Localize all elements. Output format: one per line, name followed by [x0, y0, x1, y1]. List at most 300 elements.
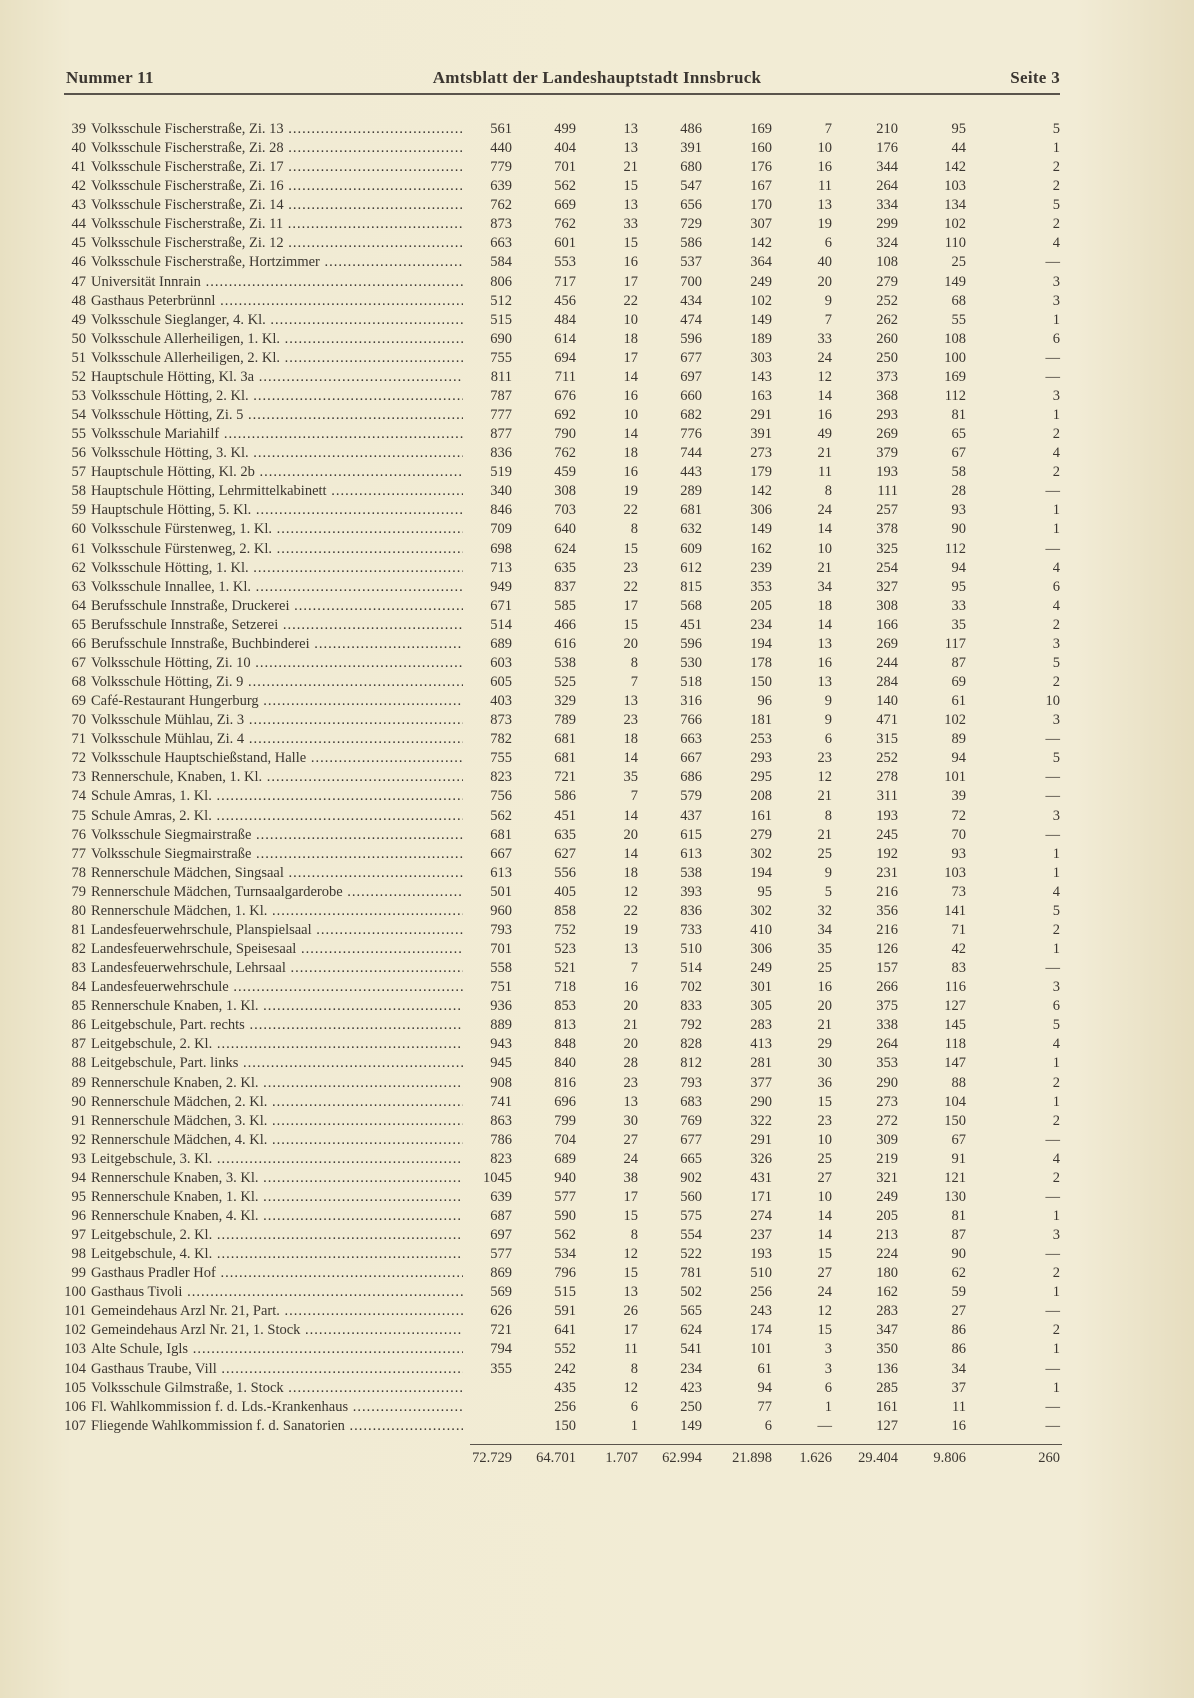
value-cell: 23: [623, 559, 638, 576]
value-cell: 180: [876, 1265, 898, 1282]
value-cell: 19: [817, 216, 832, 233]
value-cell: 790: [554, 426, 576, 443]
value-cell: 245: [876, 826, 898, 843]
value-cell: 34: [951, 1360, 966, 1377]
value-cell: 846: [490, 502, 512, 519]
value-cell: 350: [876, 1341, 898, 1358]
value-cell: 789: [554, 712, 576, 729]
table-row: [0, 1398, 1194, 1417]
value-cell: 12: [817, 368, 832, 385]
value-cell: 279: [750, 826, 772, 843]
value-cell: 234: [680, 1360, 702, 1377]
value-cell: 823: [490, 769, 512, 786]
value-cell: 161: [876, 1398, 898, 1415]
table-row: [0, 978, 1194, 997]
table-row: [0, 597, 1194, 616]
total-cell: 1.707: [605, 1450, 638, 1466]
value-cell: 108: [876, 254, 898, 271]
value-cell: 769: [680, 1112, 702, 1129]
table-row: [0, 520, 1194, 539]
value-cell: 626: [490, 1303, 512, 1320]
value-cell: 690: [490, 330, 512, 347]
value-cell: 23: [623, 1074, 638, 1091]
value-cell: 616: [554, 635, 576, 652]
polling-station-name: Volksschule Fischerstraße, Zi. 17 .....: [91, 158, 463, 177]
value-cell: 264: [876, 178, 898, 195]
value-cell: 21: [623, 1017, 638, 1034]
value-cell: 353: [876, 1055, 898, 1072]
polling-station-number: 58: [71, 483, 86, 500]
value-cell: 562: [554, 1227, 576, 1244]
value-cell: —: [817, 1417, 832, 1434]
value-cell: 671: [490, 597, 512, 614]
value-cell: 252: [876, 750, 898, 767]
table-row: [0, 1302, 1194, 1321]
value-cell: 575: [680, 1207, 702, 1224]
polling-station-number: 96: [71, 1207, 86, 1224]
value-cell: 696: [554, 1093, 576, 1110]
value-cell: 703: [554, 502, 576, 519]
polling-station-number: 52: [71, 368, 86, 385]
polling-station-name: Landesfeuerwehrschule, Speisesaal .....: [91, 940, 463, 959]
value-cell: 4: [1052, 445, 1060, 462]
value-cell: 514: [490, 616, 512, 633]
value-cell: 264: [876, 1036, 898, 1053]
value-cell: 677: [680, 349, 702, 366]
value-cell: 752: [554, 921, 576, 938]
value-cell: 285: [876, 1379, 898, 1396]
value-cell: 111: [877, 483, 898, 500]
value-cell: 260: [876, 330, 898, 347]
value-cell: 269: [876, 635, 898, 652]
value-cell: 721: [554, 769, 576, 786]
value-cell: 174: [750, 1322, 772, 1339]
value-cell: 307: [750, 216, 772, 233]
polling-station-number: 94: [71, 1169, 86, 1186]
value-cell: 256: [750, 1284, 772, 1301]
value-cell: 16: [623, 464, 638, 481]
value-cell: 702: [680, 979, 702, 996]
value-cell: 2: [1052, 1169, 1060, 1186]
value-cell: 848: [554, 1036, 576, 1053]
polling-station-name: Gasthaus Tivoli .....: [91, 1283, 463, 1302]
polling-station-name: Hauptschule Hötting, Lehrmittelkabinett .....: [91, 482, 463, 501]
polling-station-name: Leitgebschule, Part. rechts .....: [91, 1016, 463, 1035]
value-cell: 12: [623, 1246, 638, 1263]
value-cell: 58: [951, 464, 966, 481]
value-cell: 315: [876, 731, 898, 748]
polling-station-number: 81: [71, 921, 86, 938]
value-cell: 65: [951, 426, 966, 443]
issue-number: Nummer 11: [66, 68, 154, 87]
value-cell: 162: [876, 1284, 898, 1301]
value-cell: 4: [1052, 1150, 1060, 1167]
value-cell: 24: [623, 1150, 638, 1167]
polling-station-number: 88: [71, 1055, 86, 1072]
table-row: [0, 1150, 1194, 1169]
table-row: [0, 482, 1194, 501]
polling-station-number: 50: [71, 330, 86, 347]
value-cell: 519: [490, 464, 512, 481]
polling-station-name: Landesfeuerwehrschule .....: [91, 978, 463, 997]
value-cell: 17: [623, 597, 638, 614]
value-cell: 940: [554, 1169, 576, 1186]
polling-station-name: Café-Restaurant Hungerburg .....: [91, 692, 463, 711]
polling-station-name: Hauptschule Hötting, Kl. 2b .....: [91, 463, 463, 482]
value-cell: 10: [817, 1188, 832, 1205]
polling-station-name: Gemeindehaus Arzl Nr. 21, 1. Stock .....: [91, 1321, 463, 1340]
polling-station-number: 51: [71, 349, 86, 366]
value-cell: 25: [817, 960, 832, 977]
value-cell: 624: [680, 1322, 702, 1339]
table-row: [0, 368, 1194, 387]
value-cell: 311: [876, 788, 898, 805]
value-cell: 1: [1052, 1093, 1060, 1110]
value-cell: 777: [490, 407, 512, 424]
value-cell: 67: [951, 1131, 966, 1148]
total-cell: 62.994: [662, 1450, 702, 1466]
value-cell: 663: [680, 731, 702, 748]
value-cell: 15: [623, 1265, 638, 1282]
value-cell: 816: [554, 1074, 576, 1091]
value-cell: 35: [623, 769, 638, 786]
value-cell: 112: [944, 387, 966, 404]
value-cell: 161: [750, 807, 772, 824]
value-cell: 219: [876, 1150, 898, 1167]
value-cell: 142: [750, 483, 772, 500]
polling-station-number: 71: [71, 731, 86, 748]
value-cell: —: [1045, 788, 1060, 805]
value-cell: 18: [623, 330, 638, 347]
value-cell: 70: [951, 826, 966, 843]
value-cell: 2: [1052, 1322, 1060, 1339]
value-cell: 7: [630, 788, 638, 805]
polling-station-name: Volksschule Fischerstraße, Zi. 13 .....: [91, 120, 463, 139]
table-row: [0, 730, 1194, 749]
value-cell: 5: [824, 883, 832, 900]
value-cell: 936: [490, 998, 512, 1015]
value-cell: 306: [750, 941, 772, 957]
value-cell: 25: [817, 845, 832, 862]
value-cell: 102: [750, 292, 772, 309]
value-cell: 20: [623, 998, 638, 1015]
polling-station-name: Volksschule Allerheiligen, 2. Kl. .....: [91, 349, 463, 368]
value-cell: 23: [817, 1112, 832, 1129]
value-cell: 591: [554, 1303, 576, 1320]
value-cell: 36: [817, 1074, 832, 1091]
value-cell: 8: [630, 1360, 638, 1377]
value-cell: 24: [817, 1284, 832, 1301]
value-cell: 5: [1052, 902, 1060, 919]
value-cell: 213: [876, 1227, 898, 1244]
value-cell: 6: [630, 1398, 638, 1415]
value-cell: 368: [876, 387, 898, 404]
value-cell: 149: [944, 273, 966, 290]
value-cell: 1045: [483, 1169, 512, 1186]
publication-title: Amtsblatt der Landeshauptstadt Innsbruck: [432, 68, 762, 87]
table-row: [0, 1245, 1194, 1264]
value-cell: 639: [490, 178, 512, 195]
polling-station-name: Rennerschule Mädchen, Turnsaalgarderobe .....: [91, 883, 463, 902]
value-cell: 676: [554, 387, 576, 404]
value-cell: 12: [817, 769, 832, 786]
value-cell: 787: [490, 387, 512, 404]
value-cell: 62: [951, 1265, 966, 1282]
value-cell: 16: [951, 1417, 966, 1434]
polling-station-number: 99: [71, 1265, 86, 1282]
value-cell: 499: [554, 121, 576, 137]
value-cell: 295: [750, 769, 772, 786]
value-cell: 10: [1045, 693, 1060, 710]
value-cell: 5: [1052, 750, 1060, 767]
value-cell: 560: [680, 1188, 702, 1205]
value-cell: 126: [876, 941, 898, 957]
value-cell: 565: [680, 1303, 702, 1320]
polling-station-number: 80: [71, 902, 86, 919]
value-cell: 28: [951, 483, 966, 500]
value-cell: 157: [876, 960, 898, 977]
value-cell: —: [1045, 769, 1060, 786]
table-row: [0, 826, 1194, 845]
value-cell: 510: [680, 941, 702, 957]
value-cell: 1: [1052, 140, 1060, 157]
value-cell: 776: [680, 426, 702, 443]
value-cell: 2: [1052, 216, 1060, 233]
value-cell: 249: [750, 960, 772, 977]
polling-station-number: 48: [71, 292, 86, 309]
value-cell: 663: [490, 235, 512, 252]
polling-station-name: Rennerschule Mädchen, 4. Kl. .....: [91, 1131, 463, 1150]
value-cell: 680: [680, 159, 702, 176]
value-cell: 3: [1052, 273, 1060, 290]
value-cell: 274: [750, 1207, 772, 1224]
value-cell: 16: [817, 654, 832, 671]
value-cell: 59: [951, 1284, 966, 1301]
polling-station-name: Volksschule Fischerstraße, Zi. 11 .....: [91, 215, 463, 234]
value-cell: 309: [876, 1131, 898, 1148]
polling-station-name: Fl. Wahlkommission f. d. Lds.-Krankenhaus .....: [91, 1398, 463, 1417]
value-cell: 828: [680, 1036, 702, 1053]
value-cell: 13: [623, 1093, 638, 1110]
table-row: [0, 196, 1194, 215]
polling-station-name: Gasthaus Traube, Vill .....: [91, 1360, 463, 1379]
value-cell: 250: [876, 349, 898, 366]
total-cell: 1.626: [799, 1450, 832, 1466]
value-cell: 2: [1052, 1074, 1060, 1091]
value-cell: 21: [817, 1017, 832, 1034]
value-cell: 13: [623, 693, 638, 710]
value-cell: 2: [1052, 1112, 1060, 1129]
table-row: [0, 845, 1194, 864]
polling-station-name: Volksschule Hauptschießstand, Halle .....: [91, 749, 463, 768]
value-cell: 682: [680, 407, 702, 424]
value-cell: 943: [490, 1036, 512, 1053]
polling-station-number: 89: [71, 1074, 86, 1091]
value-cell: 451: [680, 616, 702, 633]
value-cell: 755: [490, 750, 512, 767]
total-cell: 9.806: [933, 1450, 966, 1466]
table-row: [0, 654, 1194, 673]
value-cell: 118: [944, 1036, 966, 1053]
value-cell: 89: [951, 731, 966, 748]
value-cell: 5: [1052, 197, 1060, 214]
value-cell: 293: [876, 407, 898, 424]
value-cell: 321: [876, 1169, 898, 1186]
value-cell: 1: [1052, 864, 1060, 881]
value-cell: 568: [680, 597, 702, 614]
polling-station-name: Volksschule Siegmairstraße .....: [91, 845, 463, 864]
table-row: [0, 1112, 1194, 1131]
table-row: [0, 501, 1194, 520]
table-row: [0, 158, 1194, 177]
value-cell: 179: [750, 464, 772, 481]
value-cell: 103: [944, 178, 966, 195]
value-cell: 32: [817, 902, 832, 919]
polling-station-name: Alte Schule, Igls .....: [91, 1340, 463, 1359]
value-cell: 596: [680, 635, 702, 652]
value-cell: —: [1045, 1131, 1060, 1148]
table-row: [0, 1360, 1194, 1379]
value-cell: 25: [951, 254, 966, 271]
value-cell: 72: [951, 807, 966, 824]
value-cell: 471: [876, 712, 898, 729]
polling-station-name: Volksschule Innallee, 1. Kl. .....: [91, 578, 463, 597]
value-cell: 22: [623, 502, 638, 519]
polling-station-name: Volksschule Mühlau, Zi. 3 .....: [91, 711, 463, 730]
value-cell: 14: [817, 616, 832, 633]
value-cell: 502: [680, 1284, 702, 1301]
value-cell: 13: [623, 1284, 638, 1301]
polling-station-number: 68: [71, 674, 86, 691]
value-cell: 6: [1052, 578, 1060, 595]
value-cell: 701: [490, 941, 512, 957]
value-cell: 266: [876, 979, 898, 996]
value-cell: 9: [824, 292, 832, 309]
table-row: [0, 578, 1194, 597]
value-cell: —: [1045, 1360, 1060, 1377]
value-cell: 149: [750, 311, 772, 328]
value-cell: 15: [623, 540, 638, 557]
value-cell: 169: [944, 368, 966, 385]
value-cell: 273: [750, 445, 772, 462]
value-cell: 530: [680, 654, 702, 671]
polling-station-number: 102: [64, 1322, 86, 1339]
value-cell: 39: [951, 788, 966, 805]
value-cell: 35: [817, 941, 832, 957]
polling-station-number: 56: [71, 445, 86, 462]
table-row: [0, 921, 1194, 940]
value-cell: 4: [1052, 597, 1060, 614]
polling-station-number: 107: [64, 1417, 86, 1434]
value-cell: 683: [680, 1093, 702, 1110]
value-cell: 833: [680, 998, 702, 1015]
value-cell: 596: [680, 330, 702, 347]
value-cell: 510: [750, 1265, 772, 1282]
value-cell: 7: [824, 121, 832, 137]
value-cell: 762: [490, 197, 512, 214]
value-cell: 665: [680, 1150, 702, 1167]
value-cell: 88: [951, 1074, 966, 1091]
value-cell: 562: [554, 178, 576, 195]
table-row: [0, 330, 1194, 349]
value-cell: 547: [680, 178, 702, 195]
total-cell: 72.729: [472, 1450, 512, 1466]
value-cell: 701: [554, 159, 576, 176]
value-cell: 687: [490, 1207, 512, 1224]
value-cell: 391: [750, 426, 772, 443]
value-cell: 23: [623, 712, 638, 729]
polling-station-number: 44: [71, 216, 86, 233]
value-cell: 537: [680, 254, 702, 271]
value-cell: 908: [490, 1074, 512, 1091]
value-cell: 208: [750, 788, 772, 805]
total-cell: 21.898: [732, 1450, 772, 1466]
value-cell: 858: [554, 902, 576, 919]
value-cell: 960: [490, 902, 512, 919]
value-cell: 73: [951, 883, 966, 900]
table-row: [0, 120, 1194, 139]
value-cell: 27: [817, 1265, 832, 1282]
polling-station-name: Leitgebschule, Part. links .....: [91, 1054, 463, 1073]
value-cell: 163: [750, 387, 772, 404]
value-cell: 299: [876, 216, 898, 233]
value-cell: 17: [623, 349, 638, 366]
value-cell: 713: [490, 559, 512, 576]
value-cell: 2: [1052, 426, 1060, 443]
table-row: [0, 997, 1194, 1016]
value-cell: 729: [680, 216, 702, 233]
value-cell: 231: [876, 864, 898, 881]
value-cell: 30: [817, 1055, 832, 1072]
value-cell: 796: [554, 1265, 576, 1282]
value-cell: 1: [1052, 502, 1060, 519]
value-cell: 744: [680, 445, 702, 462]
table-row: [0, 540, 1194, 559]
value-cell: 681: [554, 750, 576, 767]
value-cell: 811: [490, 368, 512, 385]
value-cell: 91: [951, 1150, 966, 1167]
value-cell: 1: [1052, 311, 1060, 328]
value-cell: 112: [944, 540, 966, 557]
value-cell: 17: [623, 273, 638, 290]
total-cell: 29.404: [858, 1450, 898, 1466]
value-cell: 8: [630, 1227, 638, 1244]
value-cell: 4: [1052, 235, 1060, 252]
value-cell: 459: [554, 464, 576, 481]
value-cell: 15: [623, 178, 638, 195]
value-cell: 90: [951, 1246, 966, 1263]
value-cell: 10: [817, 140, 832, 157]
totals-rule: [470, 1444, 1062, 1445]
value-cell: —: [1045, 960, 1060, 977]
value-cell: 108: [944, 330, 966, 347]
table-row: [0, 902, 1194, 921]
value-cell: 27: [817, 1169, 832, 1186]
value-cell: 877: [490, 426, 512, 443]
polling-station-number: 106: [64, 1398, 86, 1415]
value-cell: —: [1045, 1246, 1060, 1263]
value-cell: 404: [554, 140, 576, 157]
value-cell: 272: [876, 1112, 898, 1129]
value-cell: 104: [944, 1093, 966, 1110]
value-cell: 10: [623, 407, 638, 424]
value-cell: 873: [490, 216, 512, 233]
header-rule: [64, 93, 1060, 95]
value-cell: 609: [680, 540, 702, 557]
value-cell: 949: [490, 578, 512, 595]
value-cell: 178: [750, 654, 772, 671]
value-cell: 8: [630, 521, 638, 538]
